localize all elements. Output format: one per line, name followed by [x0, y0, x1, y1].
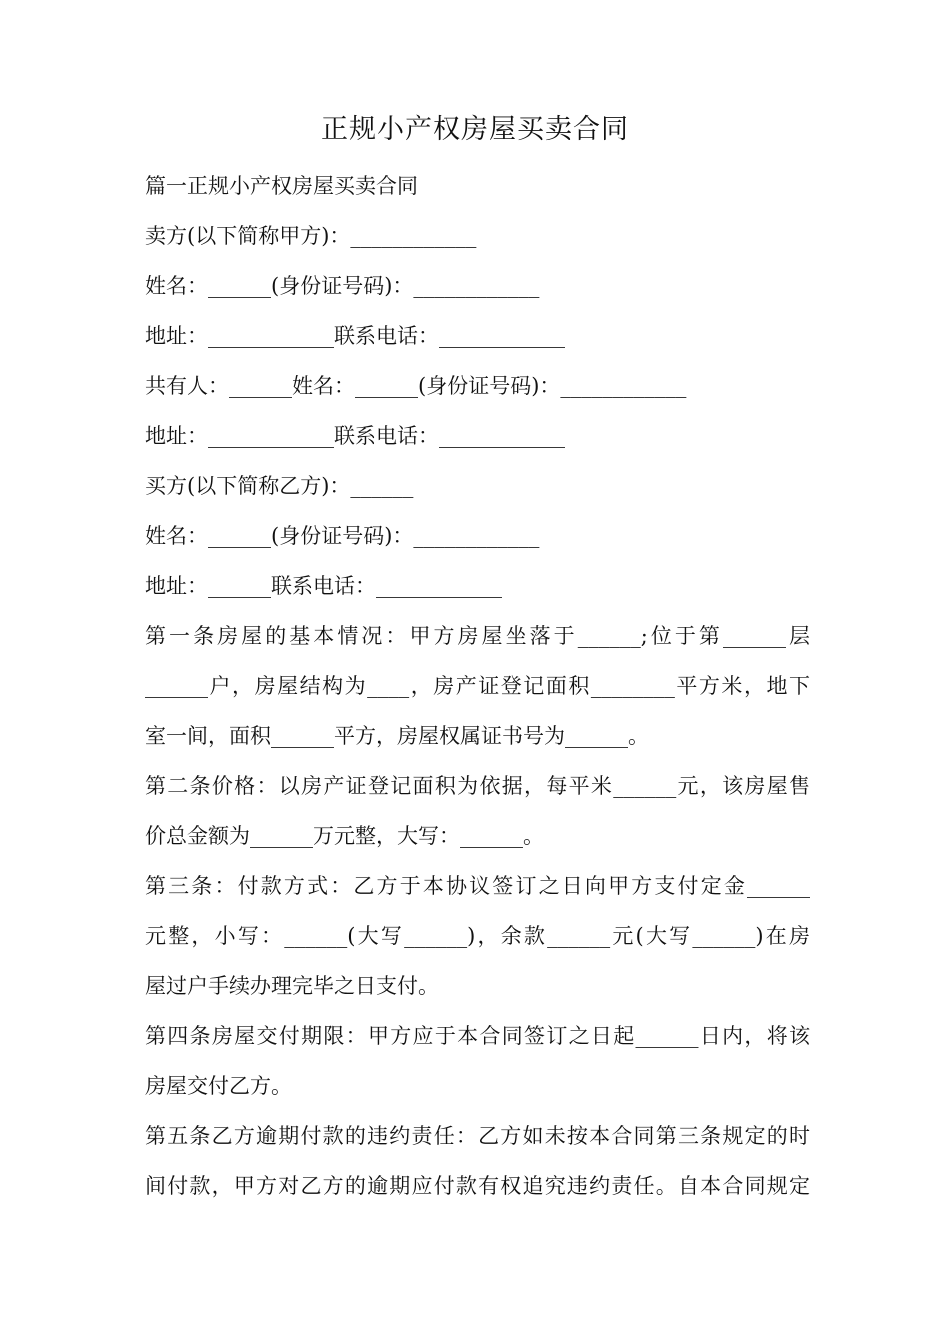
article-2-line-2: 价总金额为______万元整，大写：______。 [145, 824, 544, 848]
article-3-line-2: 元整，小写：______(大写______)，余款______元(大写______)在房 [145, 924, 810, 948]
co-owner-line: 共有人：______姓名：______(身份证号码)：____________ [145, 374, 687, 398]
co-owner-address-line: 地址：____________联系电话：____________ [145, 424, 565, 448]
article-1-line-3: 室一间，面积______平方，房屋权属证书号为______。 [145, 724, 649, 748]
article-3-line-3: 屋过户手续办理完毕之日支付。 [145, 974, 439, 998]
article-1-line-2: ______户，房屋结构为____，房产证登记面积________平方米，地下 [145, 674, 810, 698]
buyer-name-line: 姓名：______(身份证号码)：____________ [145, 524, 540, 548]
article-4-line-1: 第四条房屋交付期限：甲方应于本合同签订之日起______日内，将该 [145, 1024, 810, 1048]
buyer-line: 买方(以下简称乙方)：______ [145, 474, 414, 498]
article-5-line-2: 间付款，甲方对乙方的逾期应付款有权追究违约责任。自本合同规定 [145, 1174, 810, 1198]
document-title: 正规小产权房屋买卖合同 [321, 114, 629, 145]
article-1-line-1: 第一条房屋的基本情况：甲方房屋坐落于______;位于第______层 [145, 624, 810, 648]
article-2-line-1: 第二条价格：以房产证登记面积为依据，每平米______元，该房屋售 [145, 774, 810, 798]
section-heading: 篇一正规小产权房屋买卖合同 [145, 174, 418, 198]
article-5-line-1: 第五条乙方逾期付款的违约责任：乙方如未按本合同第三条规定的时 [145, 1124, 810, 1148]
seller-line: 卖方(以下简称甲方)：____________ [145, 224, 477, 248]
article-4-line-2: 房屋交付乙方。 [145, 1074, 292, 1098]
seller-address-line: 地址：____________联系电话：____________ [145, 324, 565, 348]
seller-name-line: 姓名：______(身份证号码)：____________ [145, 274, 540, 298]
buyer-address-line: 地址：______联系电话：____________ [145, 574, 502, 598]
article-3-line-1: 第三条：付款方式：乙方于本协议签订之日向甲方支付定金______ [145, 874, 810, 898]
